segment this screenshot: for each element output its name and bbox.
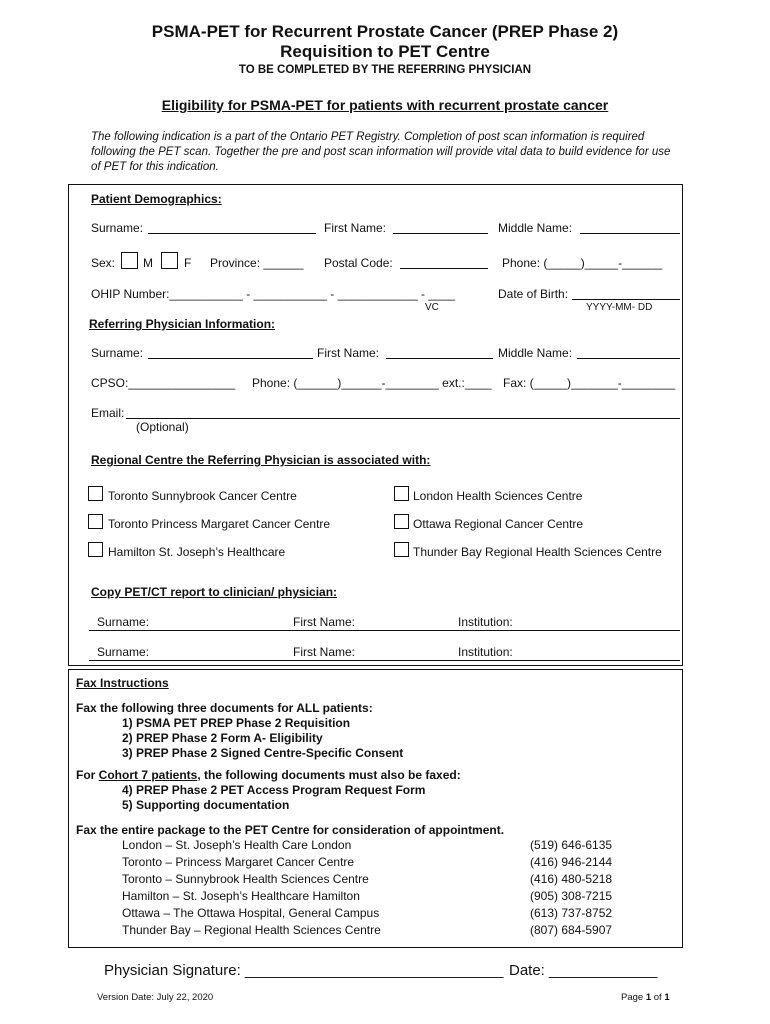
checkbox-hamilton-st-josephs[interactable] (88, 542, 103, 557)
centre-phone-1: (519) 646-6135 (530, 838, 613, 852)
centre-name-4: Hamilton – St. Joseph’s Healthcare Hamilton (122, 889, 360, 903)
ohip-vc-label: VC (425, 302, 439, 313)
physician-middle-name-input[interactable] (577, 358, 680, 359)
fax-entire-package-text: Fax the entire package to the PET Centre for consideration of appointment. (76, 823, 505, 837)
regional-centre-heading: Regional Centre the Referring Physician is associated with: (91, 453, 431, 467)
page-total: 1 (664, 992, 670, 1003)
version-date: Version Date: July 22, 2020 (97, 992, 214, 1003)
copy-institution-label-1: Institution: (458, 615, 513, 629)
form-subtitle: TO BE COMPLETED BY THE REFERRING PHYSICIAN (238, 64, 532, 76)
centre-name-6: Thunder Bay – Regional Health Sciences Centre (122, 923, 381, 937)
physician-first-name-label: First Name: (317, 346, 380, 360)
checkbox-toronto-sunnybrook[interactable] (88, 486, 103, 501)
date-of-birth-label: Date of Birth: (498, 287, 569, 301)
physician-email-input[interactable] (126, 418, 680, 419)
centre-phone-3: (416) 480-5218 (530, 872, 613, 886)
patient-first-name-input[interactable] (393, 233, 488, 234)
cohort-suffix: , the following documents must also be faxed: (197, 768, 461, 782)
email-optional-note: (Optional) (136, 420, 189, 434)
option-ottawa-regional: Ottawa Regional Cancer Centre (413, 517, 584, 531)
centre-phone-5: (613) 737-8752 (530, 906, 613, 920)
copy-surname-label-2: Surname: (97, 645, 150, 659)
checkbox-thunder-bay[interactable] (394, 542, 409, 557)
centre-phone-4: (905) 308-7215 (530, 889, 613, 903)
physician-fax-field[interactable]: Fax: (_____)_______-________ (503, 376, 676, 390)
option-hamilton-st-josephs: Hamilton St. Joseph’s Healthcare (108, 545, 286, 559)
copy-recipient-2-input[interactable] (89, 660, 680, 661)
sex-m-checkbox[interactable] (121, 252, 138, 269)
copy-report-heading: Copy PET/CT report to clinician/ physician: (91, 585, 338, 599)
centre-phone-2: (416) 946-2144 (530, 855, 613, 869)
fax-doc-5: 5) Supporting documentation (122, 798, 290, 812)
eligibility-heading: Eligibility for PSMA-PET for patients with recurrent prostate cancer (161, 97, 609, 113)
patient-middle-name-input[interactable] (580, 233, 680, 234)
physician-phone-field[interactable]: Phone: (______)______-________ ext.:____ (252, 376, 492, 390)
option-toronto-princess-margaret: Toronto Princess Margaret Cancer Centre (108, 517, 331, 531)
physician-first-name-input[interactable] (386, 358, 493, 359)
sex-f-checkbox[interactable] (161, 252, 178, 269)
centre-name-5: Ottawa – The Ottawa Hospital, General Campus (122, 906, 380, 920)
option-toronto-sunnybrook: Toronto Sunnybrook Cancer Centre (108, 489, 297, 503)
fax-doc-2: 2) PREP Phase 2 Form A- Eligibility (122, 731, 323, 745)
patient-surname-input[interactable] (148, 233, 316, 234)
patient-surname-label: Surname: (91, 221, 144, 235)
physician-signature-field[interactable]: Physician Signature: _______________________________ (104, 962, 504, 979)
signature-date-field[interactable]: Date: _____________ (509, 962, 658, 979)
postal-code-input[interactable] (400, 268, 488, 269)
form-title-line1: PSMA-PET for Recurrent Prostate Cancer (PREP Phase 2) (151, 22, 619, 41)
physician-surname-input[interactable] (148, 358, 313, 359)
patient-first-name-label: First Name: (324, 221, 387, 235)
postal-code-label: Postal Code: (324, 256, 393, 270)
cohort-prefix: For (76, 768, 99, 782)
centre-phone-6: (807) 684-5907 (530, 923, 613, 937)
referring-physician-heading: Referring Physician Information: (89, 317, 276, 331)
physician-middle-name-label: Middle Name: (498, 346, 573, 360)
page-number (621, 992, 670, 1003)
copy-first-name-label-1: First Name: (293, 615, 356, 629)
intro-paragraph: The following indication is a part of the Ontario PET Registry. Completion of post scan information is required following the PET scan. Together the pre and post scan information will provide vital data to build evidence for use of PET for this indication. (91, 131, 671, 173)
checkbox-london-health[interactable] (394, 486, 409, 501)
copy-recipient-1-input[interactable] (89, 630, 680, 631)
date-of-birth-input[interactable] (572, 299, 680, 300)
ohip-number-field[interactable]: OHIP Number:___________ - ___________ - ____________ - ____ (91, 287, 456, 301)
checkbox-toronto-princess-margaret[interactable] (88, 514, 103, 529)
centre-name-3: Toronto – Sunnybrook Health Sciences Centre (122, 872, 369, 886)
sex-m-label: M (143, 256, 153, 270)
fax-instructions-heading: Fax Instructions (76, 676, 169, 690)
cohort-7-link: Cohort 7 patients (98, 768, 198, 782)
sex-f-label: F (184, 256, 192, 270)
copy-surname-label-1: Surname: (97, 615, 150, 629)
physician-email-label: Email: (91, 406, 125, 420)
page-current: 1 (645, 992, 652, 1003)
fax-doc-4: 4) PREP Phase 2 PET Access Program Request Form (122, 783, 426, 797)
option-thunder-bay: Thunder Bay Regional Health Sciences Centre (413, 545, 662, 559)
centre-name-1: London – St. Joseph’s Health Care London (122, 838, 352, 852)
patient-phone-field[interactable]: Phone: (_____)_____-______ (502, 256, 663, 270)
form-title-line2: Requisition to PET Centre (280, 42, 490, 61)
province-field[interactable]: Province: ______ (210, 256, 304, 270)
fax-all-patients-text: Fax the following three documents for ALL patients: (76, 701, 373, 715)
option-london-health: London Health Sciences Centre (413, 489, 583, 503)
copy-institution-label-2: Institution: (458, 645, 513, 659)
fax-doc-3: 3) PREP Phase 2 Signed Centre-Specific Consent (122, 746, 404, 760)
patient-middle-name-label: Middle Name: (498, 221, 573, 235)
physician-surname-label: Surname: (91, 346, 144, 360)
copy-first-name-label-2: First Name: (293, 645, 356, 659)
page-of: of (651, 992, 665, 1003)
date-of-birth-format: YYYY-MM- DD (586, 302, 653, 313)
centre-name-2: Toronto – Princess Margaret Cancer Centre (122, 855, 355, 869)
sex-label: Sex: (91, 256, 116, 270)
page-prefix: Page (621, 992, 646, 1003)
fax-cohort-text (76, 768, 461, 782)
fax-doc-1: 1) PSMA PET PREP Phase 2 Requisition (122, 716, 351, 730)
checkbox-ottawa-regional[interactable] (394, 514, 409, 529)
patient-demographics-heading: Patient Demographics: (91, 192, 222, 206)
cpso-field[interactable]: CPSO:________________ (91, 376, 236, 390)
